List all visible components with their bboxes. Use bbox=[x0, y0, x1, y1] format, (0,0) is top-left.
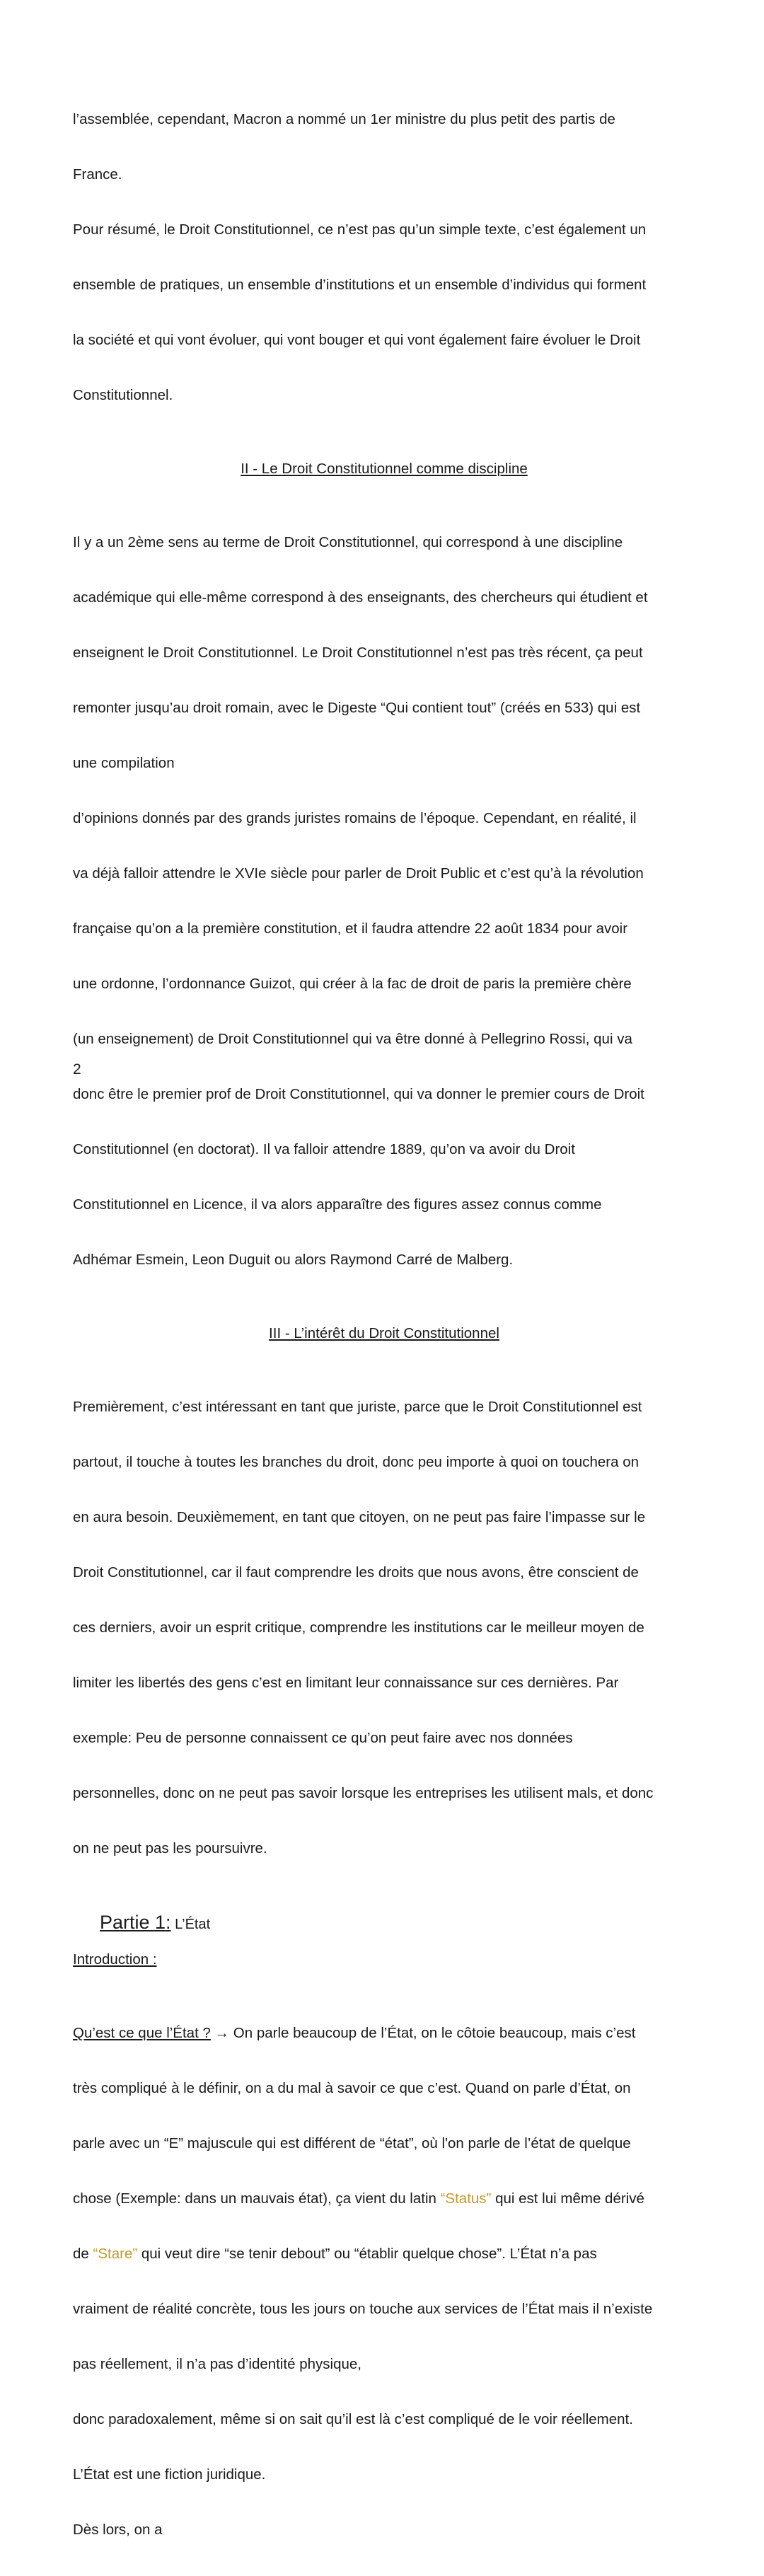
highlight-status: “Status” bbox=[440, 2190, 492, 2207]
text-line: on ne peut pas les poursuivre. bbox=[73, 1840, 267, 1856]
intro-paragraph bbox=[73, 74, 695, 441]
partie-label: Partie 1: bbox=[100, 1912, 171, 1933]
highlight-stare: “Stare” bbox=[93, 2246, 138, 2262]
text-line: exemple: Peu de personne connaissent ce qu’on peut faire avec nos données bbox=[73, 1730, 573, 1746]
text-line: Constitutionnel (en doctorat). Il va falloir attendre 1889, qu’on va avoir du Droit bbox=[73, 1141, 575, 1157]
question-label: Qu’est ce que l’État ? bbox=[73, 2025, 211, 2041]
text-line bbox=[73, 2024, 695, 2043]
text-line: L’État est une fiction juridique. bbox=[73, 2466, 266, 2483]
text-line: Il y a un 2ème sens au terme de Droit Constitutionnel, qui correspond à une discipline bbox=[73, 534, 623, 550]
text-fragment: de bbox=[73, 2246, 93, 2262]
page-number: 2 bbox=[73, 1061, 81, 1078]
text-line: Droit Constitutionnel, car il faut comprendre les droits que nous avons, être conscient de bbox=[73, 1564, 639, 1581]
text-line: remonter jusqu’au droit romain, avec le Digeste “Qui contient tout” (créés en 533) qui est bbox=[73, 700, 641, 716]
text-line: académique qui elle-même correspond à des enseignants, des chercheurs qui étudient et bbox=[73, 589, 648, 606]
text-line bbox=[73, 2245, 695, 2263]
text-line: ensemble de pratiques, un ensemble d’institutions et un ensemble d’individus qui forment bbox=[73, 277, 647, 293]
text-line: Constitutionnel en Licence, il va alors apparaître des figures assez connus comme bbox=[73, 1196, 602, 1213]
text-line: (un enseignement) de Droit Constitutionnel qui va être donné à Pellegrino Rossi, qui va bbox=[73, 1031, 632, 1047]
section3-paragraph bbox=[73, 1361, 695, 1895]
text-line: d’opinions donnés par des grands juristes romains de l’époque. Cependant, en réalité, il bbox=[73, 810, 637, 826]
text-line: enseignent le Droit Constitutionnel. Le Droit Constitutionnel n’est pas très récent, ça peut bbox=[73, 645, 643, 661]
text-line: Dès lors, on a bbox=[73, 2522, 163, 2538]
partie1-paragraph bbox=[73, 1987, 695, 2576]
text-line: limiter les libertés des gens c’est en limitant leur connaissance sur ces dernières. Par bbox=[73, 1675, 619, 1691]
text-fragment: qui veut dire “se tenir debout” ou “établir quelque chose”. L’État n’a pas bbox=[137, 2246, 597, 2262]
text-line: donc paradoxalement, même si on sait qu’il est là c’est compliqué de le voir réellement. bbox=[73, 2411, 633, 2427]
text-fragment: On parle beaucoup de l’État, on le côtoie beaucoup, mais c’est bbox=[233, 2025, 636, 2041]
text-line: Pour résumé, le Droit Constitutionnel, ce n’est pas qu’un simple texte, c’est également un bbox=[73, 221, 647, 238]
text-line: française qu’on a la première constitution, et il faudra attendre 22 août 1834 pour avoir bbox=[73, 920, 628, 937]
text-line: pas réellement, il n’a pas d’identité physique, bbox=[73, 2356, 361, 2372]
text-line: partout, il touche à toutes les branches du droit, donc peu importe à quoi on touchera on bbox=[73, 1454, 639, 1470]
partie-heading bbox=[100, 1910, 695, 1936]
text-line: ces derniers, avoir un esprit critique, comprendre les institutions car le meilleur moyen de bbox=[73, 1619, 644, 1636]
text-line: la société et qui vont évoluer, qui vont bouger et qui vont également faire évoluer le Droit bbox=[73, 332, 641, 348]
text-line: très compliqué à le définir, on a du mal à savoir ce que c’est. Quand on parle d’État, on bbox=[73, 2080, 631, 2096]
text-line: Adhémar Esmein, Leon Duguit ou alors Raymond Carré de Malberg. bbox=[73, 1252, 514, 1268]
text-line: personnelles, donc on ne peut pas savoir lorsque les entreprises les utilisent mals, et donc bbox=[73, 1785, 654, 1801]
text-fragment: chose (Exemple: dans un mauvais état), ça vient du latin bbox=[73, 2190, 441, 2207]
text-line: parle avec un “E” majuscule qui est différent de “état”, où l'on parle de l’état de quelque bbox=[73, 2135, 631, 2152]
text-line: Constitutionnel. bbox=[73, 387, 173, 403]
text-line bbox=[73, 2190, 695, 2208]
text-line: Premièrement, c’est intéressant en tant que juriste, parce que le Droit Constitutionnel est bbox=[73, 1399, 642, 1415]
section2-paragraph bbox=[73, 497, 695, 1306]
text-fragment: qui est lui même dérivé bbox=[491, 2190, 644, 2207]
text-line: une ordonne, l’ordonnance Guizot, qui créer à la fac de droit de paris la première chère bbox=[73, 976, 632, 992]
section-heading-3: III - L’intérêt du Droit Constitutionnel bbox=[269, 1325, 499, 1341]
introduction-label: Introduction : bbox=[73, 1951, 157, 1968]
partie-title: L’État bbox=[170, 1917, 211, 1932]
arrow-icon: → bbox=[210, 2025, 233, 2041]
text-line: donc être le premier prof de Droit Constitutionnel, qui va donner le premier cours de Droit bbox=[73, 1086, 644, 1102]
text-line: une compilation bbox=[73, 755, 175, 771]
document-page bbox=[73, 74, 695, 2576]
section-heading-2: II - Le Droit Constitutionnel comme discipline bbox=[241, 461, 528, 477]
text-line: va déjà falloir attendre le XVIe siècle pour parler de Droit Public et c’est qu’à la révolution bbox=[73, 865, 644, 882]
text-line: vraiment de réalité concrète, tous les jours on touche aux services de l’État mais il n’existe bbox=[73, 2301, 653, 2317]
text-line: l’assemblée, cependant, Macron a nommé un 1er ministre du plus petit des partis de bbox=[73, 111, 615, 127]
text-line: France. bbox=[73, 166, 122, 183]
introduction-heading bbox=[73, 1951, 695, 1969]
text-line: en aura besoin. Deuxièmement, en tant que citoyen, on ne peut pas faire l’impasse sur le bbox=[73, 1509, 646, 1525]
